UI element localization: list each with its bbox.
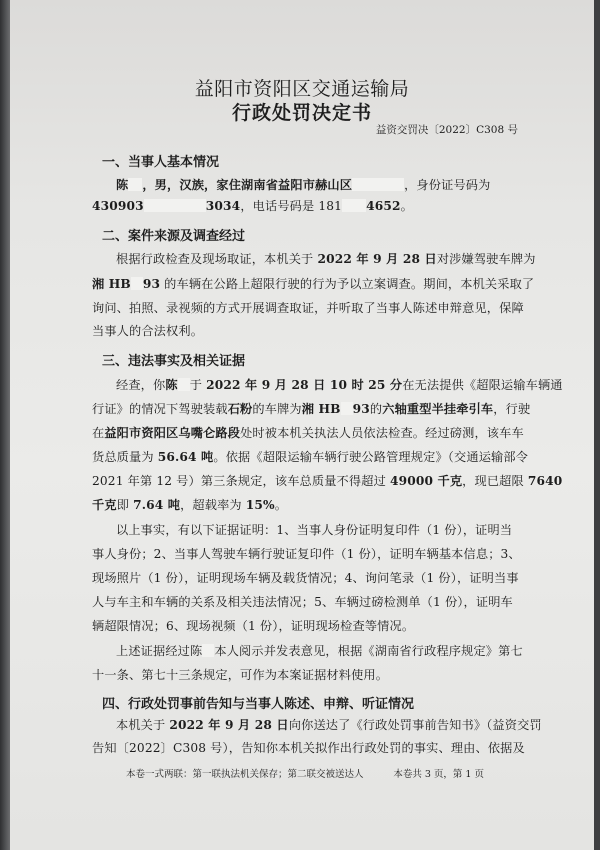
case-date: 2022 年 9 月 28 日 bbox=[317, 252, 437, 266]
s3-text: 。依据《超限运输车辆行驶公路管理规定》（交通运输部令 bbox=[213, 450, 529, 464]
s3-conclusion-line-2: 十一条、第七十三条规定，可作为本案证据材料使用。 bbox=[92, 668, 389, 682]
s1-line-2 bbox=[92, 197, 522, 214]
s2-text: 根据行政检查及现场取证，本机关于 bbox=[116, 252, 318, 266]
phone-suffix: 4652 bbox=[366, 199, 401, 213]
s3-text: 即 bbox=[116, 498, 134, 512]
party-name: 陈 bbox=[190, 644, 203, 658]
s3-line-3 bbox=[92, 424, 522, 441]
id-number-suffix: 3034 bbox=[205, 199, 241, 213]
location: 益阳市资阳区乌嘴仑路段 bbox=[104, 426, 241, 440]
section-3-heading: 三、违法事实及相关证据 bbox=[102, 354, 246, 369]
redaction bbox=[128, 178, 142, 191]
party-name: 陈 bbox=[116, 178, 129, 192]
redaction bbox=[342, 199, 366, 212]
s2-text: 对涉嫌驾驶车牌为 bbox=[436, 252, 536, 266]
s3-evidence-line-3: 现场照片（1 份），证明现场车辆及载货情况；4、询问笔录（1 份），证明当事 bbox=[92, 571, 519, 585]
s4-text: 本机关于 bbox=[116, 718, 170, 732]
document-number: 益资交罚决〔2022〕C308 号 bbox=[375, 124, 518, 136]
s3-text: 的车牌为 bbox=[252, 402, 302, 416]
s3-text: 行证》的情况下驾驶装载 bbox=[92, 402, 228, 416]
s3-conclusion-line-1 bbox=[92, 642, 522, 659]
s1-text: 。 bbox=[400, 199, 413, 213]
overload-tons: 7.64 吨 bbox=[133, 498, 181, 512]
s3-text: 经查，你 bbox=[116, 378, 166, 392]
s3-line-2 bbox=[92, 400, 531, 417]
s3-evidence-line-1 bbox=[92, 521, 522, 538]
section-1-heading: 一、当事人基本情况 bbox=[102, 155, 220, 170]
id-number-prefix: 430903 bbox=[92, 199, 144, 213]
cargo: 石粉 bbox=[227, 402, 253, 416]
footer-copies-note: 本卷一式两联：第一联执法机关保存；第二联交被送达人 bbox=[126, 769, 364, 780]
redaction bbox=[352, 178, 404, 191]
redaction bbox=[144, 199, 206, 212]
redaction bbox=[202, 644, 214, 657]
plate-suffix: 93 bbox=[142, 277, 161, 291]
s3-evidence-line-4: 人与车主和车辆的关系及相关违法情况；5、车辆过磅检测单（1 份），证明车 bbox=[92, 595, 513, 609]
s3-text: 处时被本机关执法人员依法检查。经过磅测，该车车 bbox=[240, 426, 524, 440]
s3-text: 的 bbox=[369, 402, 383, 416]
plate-prefix: 湘 HB bbox=[301, 402, 341, 416]
phone-prefix: ，电话号码是 181 bbox=[240, 199, 343, 213]
party-address: 湖南省益阳市赫山区 bbox=[241, 178, 353, 192]
s1-text: ，男，汉族，家住 bbox=[142, 178, 242, 192]
footer-page-number: 本卷共 3 页，第 1 页 bbox=[393, 769, 484, 780]
agency-title: 益阳市资阳区交通运输局 bbox=[194, 78, 410, 100]
s2-line-3: 询问、拍照、录视频的方式开展调查取证，并听取了当事人陈述申辩意见，保障 bbox=[92, 301, 524, 315]
s3-text: ，行驶 bbox=[493, 402, 531, 416]
s1-line-1 bbox=[92, 176, 522, 193]
total-mass: 56.64 吨 bbox=[157, 450, 214, 464]
s2-line-2 bbox=[92, 275, 535, 292]
s3-text: 货总质量为 bbox=[92, 450, 158, 464]
overload-rate: 15% bbox=[245, 498, 275, 512]
s2-line-4: 当事人的合法权利。 bbox=[92, 324, 204, 338]
s3-text: 上述证据经过 bbox=[116, 644, 191, 658]
notice-date: 2022 年 9 月 28 日 bbox=[169, 718, 289, 732]
s3-evidence-line-5: 辆超限情况；6、现场视频（1 份），证明现场检查等情况。 bbox=[92, 619, 415, 633]
party-name: 陈 bbox=[165, 378, 178, 392]
s3-text: ，现已超限 bbox=[462, 474, 528, 488]
s3-text: 在无法提供《超限运输车辆通 bbox=[402, 378, 563, 392]
vehicle-type: 六轴重型半挂牵引车 bbox=[382, 402, 494, 416]
s3-evidence-line-2: 事人身份；2、当事人驾驶车辆行驶证复印件（1 份），证明车辆基本信息；3、 bbox=[92, 547, 521, 561]
s2-text: 的车辆在公路上超限行驶的行为予以立案调查。期间，本机关采取了 bbox=[160, 277, 535, 291]
s3-line-4 bbox=[92, 448, 529, 465]
s3-text: ，超载率为 bbox=[180, 498, 246, 512]
plate-suffix: 93 bbox=[352, 402, 370, 416]
s3-text: 本人阅示并发表意见，根据《湖南省行政程序规定》第七 bbox=[214, 644, 523, 658]
overload-kg: 7640 bbox=[527, 474, 563, 488]
page-shadow-edge bbox=[0, 0, 10, 850]
s3-text: 2021 年第 12 号）第三条规定，该车总质量不得超过 bbox=[92, 474, 390, 488]
incident-time: 2022 年 9 月 28 日 10 时 25 分 bbox=[206, 378, 403, 392]
section-2-heading: 二、案件来源及调查经过 bbox=[102, 229, 246, 244]
plate-prefix: 湘 HB bbox=[92, 277, 131, 291]
s4-line-2: 告知〔2022〕C308 号），告知你本机关拟作出行政处罚的事实、理由、依据及 bbox=[92, 741, 525, 755]
s3-text: 在 bbox=[92, 426, 105, 440]
s3-line-5 bbox=[92, 472, 563, 489]
s4-text: 向你送达了《行政处罚事前告知书》（益资交罚 bbox=[288, 718, 542, 732]
s1-text: ，身份证号码为 bbox=[404, 178, 491, 192]
overload-unit: 千克 bbox=[92, 498, 117, 512]
document-title: 行政处罚决定书 bbox=[231, 102, 372, 124]
s3-line-6 bbox=[92, 496, 522, 513]
document-page bbox=[10, 0, 594, 850]
redaction bbox=[341, 402, 353, 415]
s3-text: 以上事实，有以下证据证明：1、当事人身份证明复印件（1 份），证明当 bbox=[116, 523, 513, 537]
section-4-heading: 四、行政处罚事前告知与当事人陈述、申辩、听证情况 bbox=[102, 697, 415, 712]
redaction bbox=[131, 277, 143, 290]
s4-line-1 bbox=[92, 716, 542, 733]
redaction bbox=[178, 378, 190, 391]
s3-text: 于 bbox=[189, 378, 207, 392]
mass-limit: 49000 千克 bbox=[389, 474, 463, 488]
s2-line-1 bbox=[92, 250, 536, 267]
s3-line-1 bbox=[92, 376, 563, 393]
s3-text: 。 bbox=[274, 498, 288, 512]
